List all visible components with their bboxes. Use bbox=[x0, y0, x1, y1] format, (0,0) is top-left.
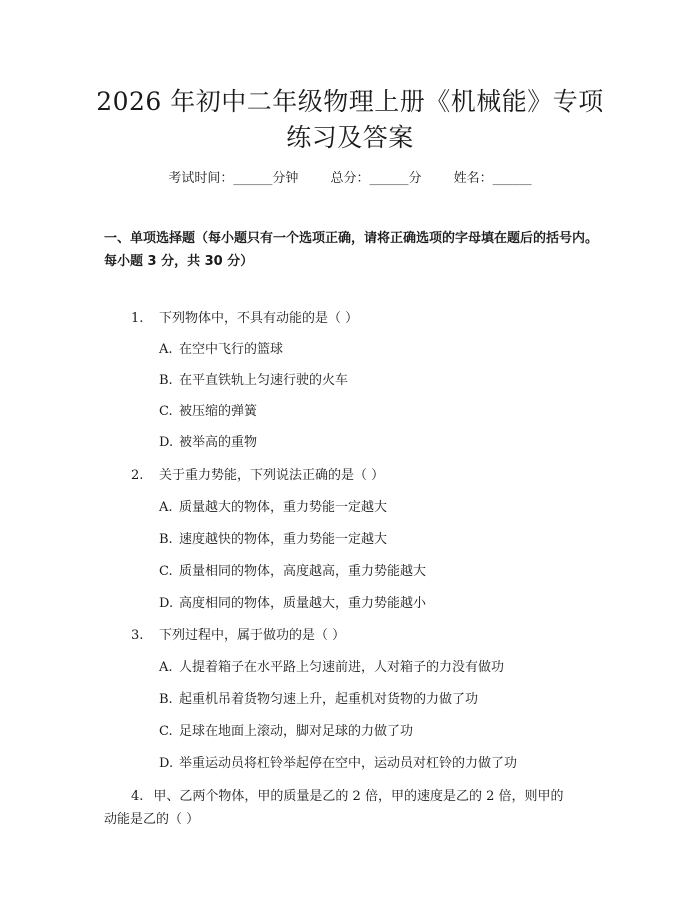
option-label: B. bbox=[159, 373, 173, 388]
question-number: 2. bbox=[131, 468, 144, 483]
option-label: D. bbox=[159, 756, 174, 771]
question-4 bbox=[104, 785, 564, 831]
option-text: 举重运动员将杠铃举起停在空中，运动员对杠铃的力做了功 bbox=[179, 756, 518, 771]
option-label: C. bbox=[159, 404, 173, 419]
option-text: 在平直铁轨上匀速行驶的火车 bbox=[179, 373, 349, 388]
option-b bbox=[159, 691, 478, 709]
option-label: A. bbox=[159, 660, 173, 675]
option-a bbox=[159, 659, 504, 677]
option-label: D. bbox=[159, 435, 174, 450]
option-d bbox=[159, 434, 257, 452]
option-text: 质量相同的物体，高度越高，重力势能越大 bbox=[179, 564, 427, 579]
question-text: 甲、乙两个物体，甲的质量是乙的 2 倍，甲的速度是乙的 2 倍，则甲的动能是乙的（ ） bbox=[104, 789, 564, 827]
option-d bbox=[159, 595, 426, 613]
student-name: 姓名：______ bbox=[453, 171, 532, 186]
option-label: B. bbox=[159, 532, 173, 547]
option-label: A. bbox=[159, 342, 173, 357]
option-label: C. bbox=[159, 724, 173, 739]
option-label: D. bbox=[159, 596, 174, 611]
option-text: 被举高的重物 bbox=[179, 435, 258, 450]
option-label: A. bbox=[159, 500, 173, 515]
option-text: 在空中飞行的篮球 bbox=[179, 342, 284, 357]
option-text: 足球在地面上滚动，脚对足球的力做了功 bbox=[179, 724, 414, 739]
option-text: 被压缩的弹簧 bbox=[179, 404, 258, 419]
question-1 bbox=[131, 310, 358, 328]
option-text: 高度相同的物体，质量越大，重力势能越小 bbox=[179, 596, 427, 611]
option-a bbox=[159, 499, 387, 517]
question-text: 下列物体中，不具有动能的是（ ） bbox=[159, 311, 359, 326]
option-text: 起重机吊着货物匀速上升，起重机对货物的力做了功 bbox=[179, 692, 479, 707]
option-c bbox=[159, 723, 413, 741]
exam-total-score: 总分：______分 bbox=[330, 171, 422, 186]
section-heading: 一、单项选择题（每小题只有一个选项正确，请将正确选项的字母填在题后的括号内。每小题 3 分，共 30 分） bbox=[104, 231, 599, 269]
question-number: 1. bbox=[131, 311, 144, 326]
question-2 bbox=[131, 467, 384, 485]
question-text: 下列过程中，属于做功的是（ ） bbox=[159, 628, 346, 643]
option-c bbox=[159, 563, 426, 581]
title-line-1: 2026 年初中二年级物理上册《机械能》专项 bbox=[96, 87, 604, 116]
question-number: 3. bbox=[131, 628, 144, 643]
option-b bbox=[159, 372, 348, 390]
option-label: B. bbox=[159, 692, 173, 707]
question-number: 4. bbox=[131, 789, 144, 804]
option-text: 质量越大的物体，重力势能一定越大 bbox=[179, 500, 388, 515]
exam-info bbox=[0, 170, 700, 188]
option-c bbox=[159, 403, 257, 421]
option-text: 人提着箱子在水平路上匀速前进，人对箱子的力没有做功 bbox=[179, 660, 505, 675]
option-b bbox=[159, 531, 387, 549]
exam-time: 考试时间：______分钟 bbox=[168, 171, 299, 186]
option-d bbox=[159, 755, 517, 773]
title-line-2: 练习及答案 bbox=[286, 123, 414, 152]
option-label: C. bbox=[159, 564, 173, 579]
option-a bbox=[159, 341, 283, 359]
option-text: 速度越快的物体，重力势能一定越大 bbox=[179, 532, 388, 547]
question-text: 关于重力势能，下列说法正确的是（ ） bbox=[159, 468, 385, 483]
question-3 bbox=[131, 627, 345, 645]
page-title bbox=[0, 84, 700, 156]
